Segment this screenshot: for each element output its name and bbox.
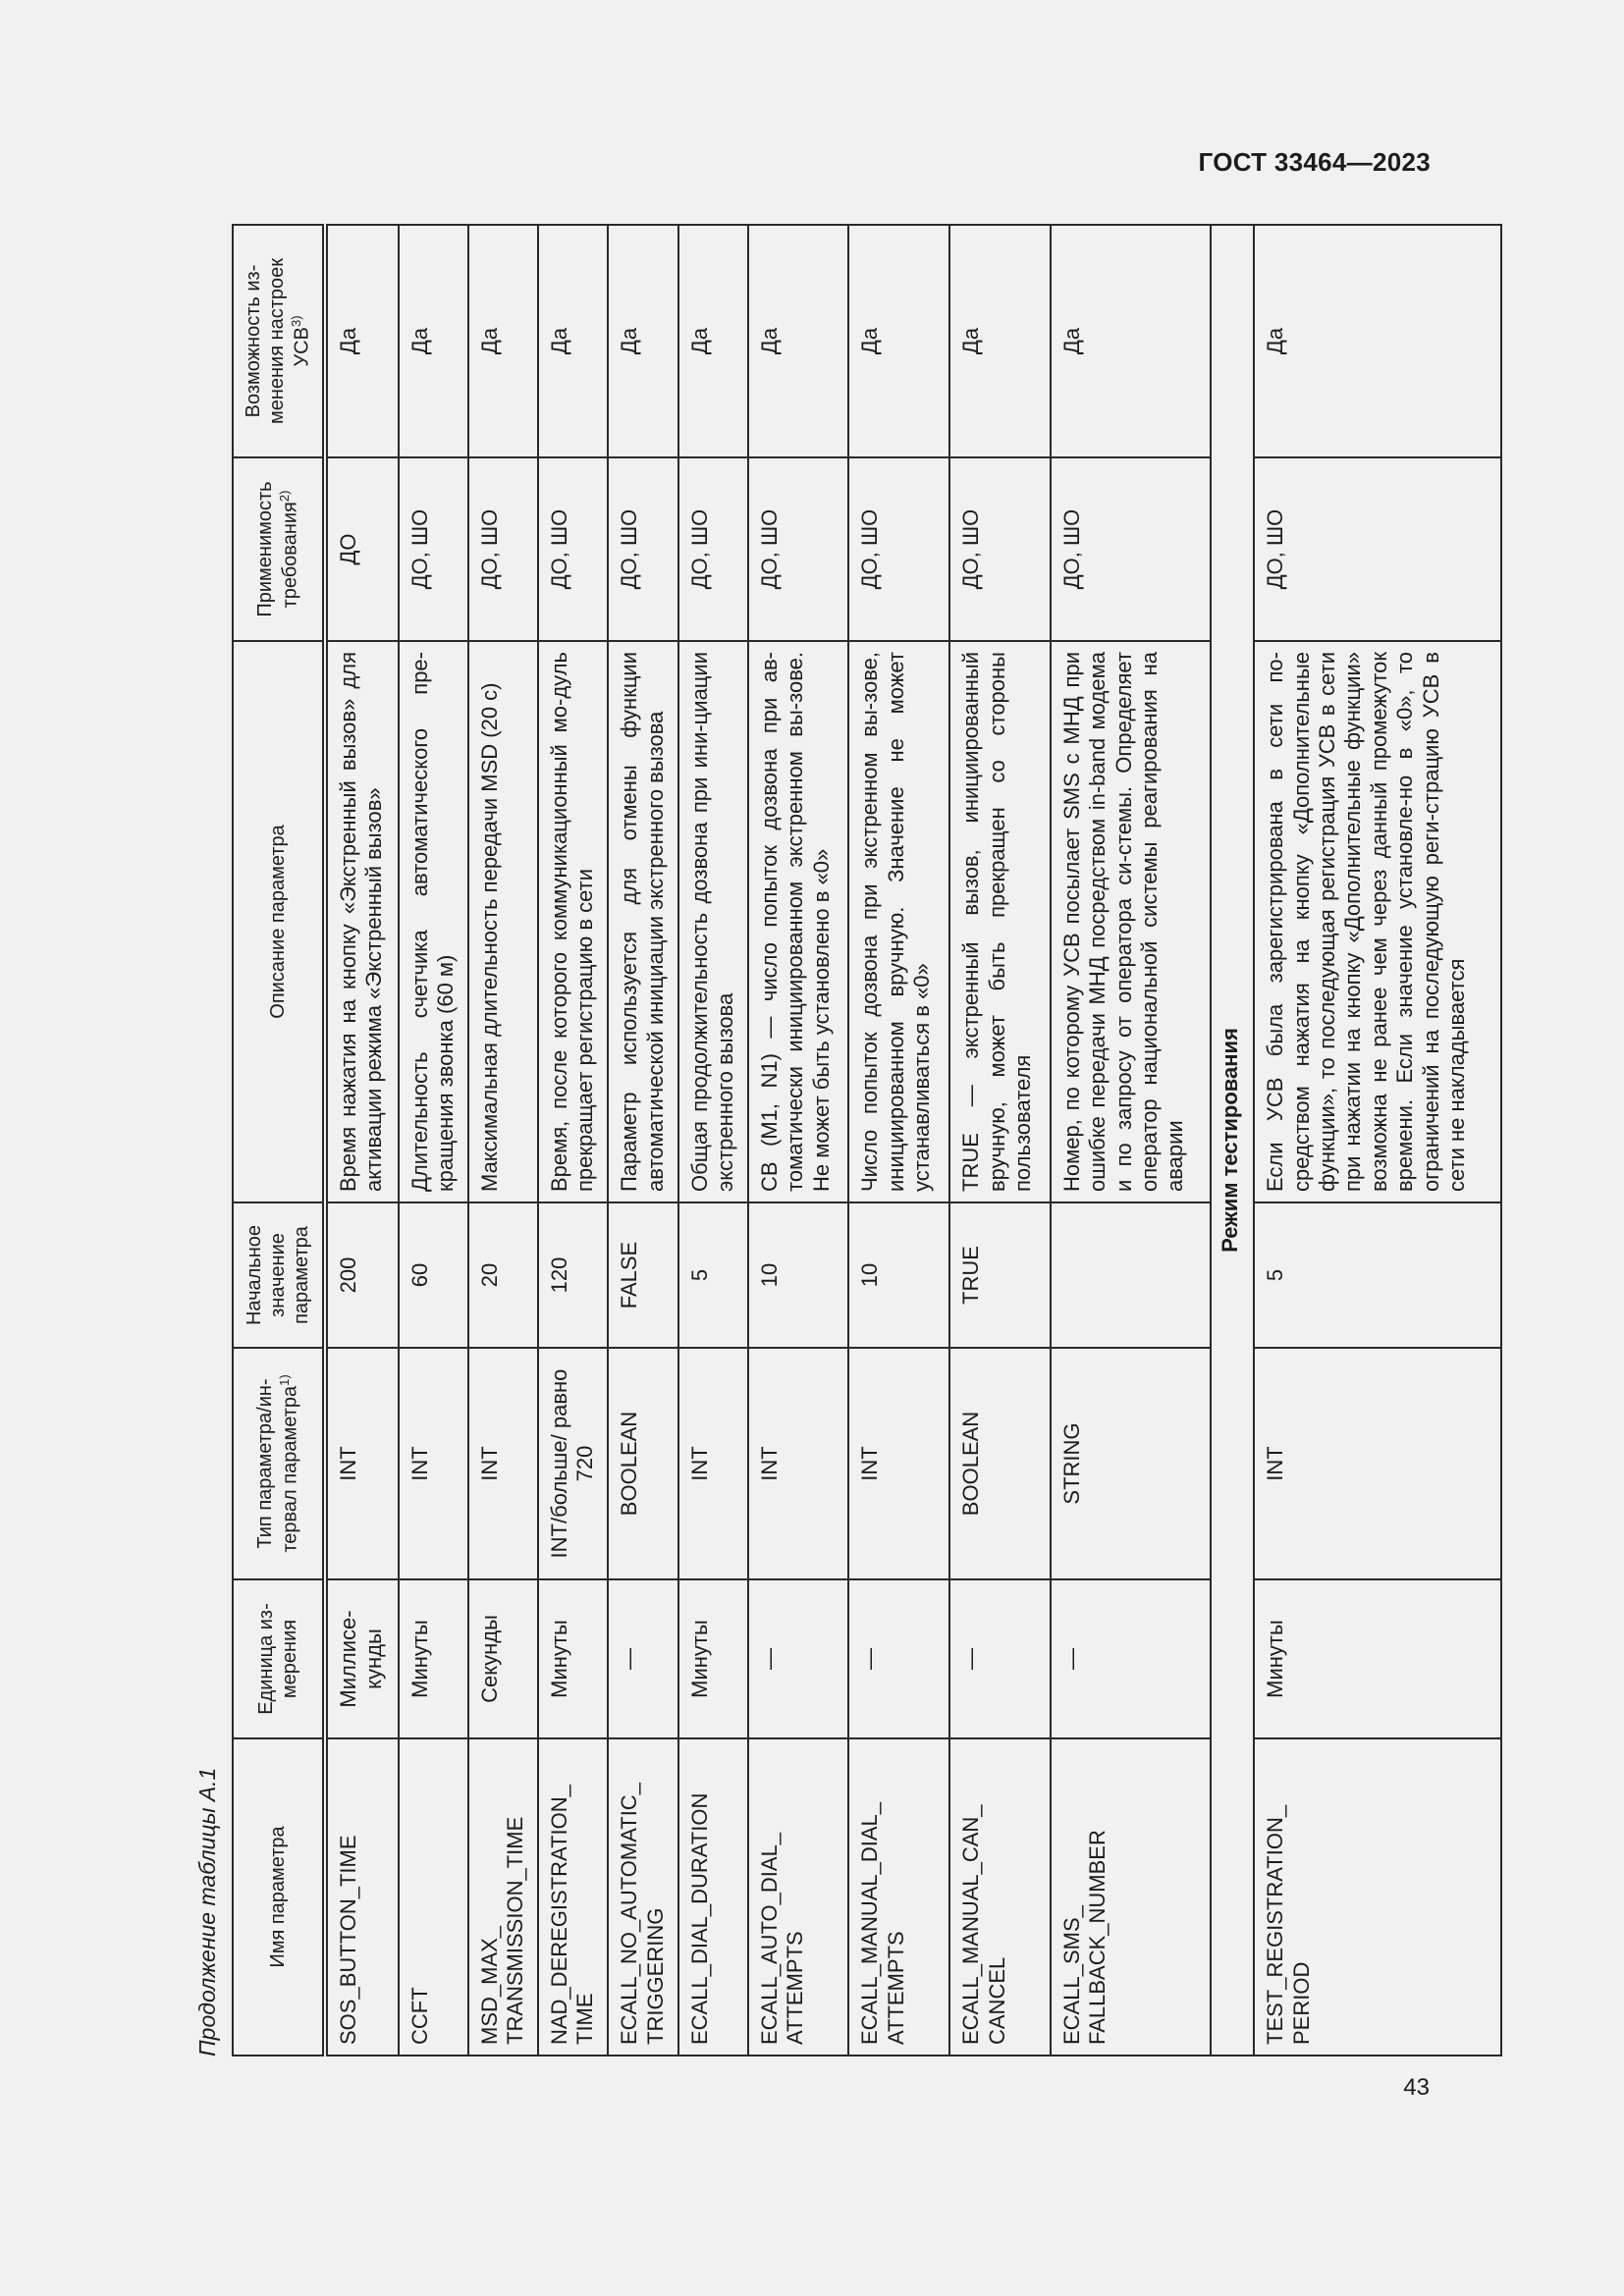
table-row bbox=[538, 225, 608, 2056]
table-row bbox=[608, 225, 677, 2056]
header-description: Описание параметра bbox=[233, 641, 325, 1202]
cell-unit: — bbox=[1051, 1579, 1211, 1738]
cell-modifiable: Да bbox=[848, 225, 949, 457]
cell-unit: Минуты bbox=[399, 1579, 468, 1738]
cell-name: NAD_DEREGISTRATION_ TIME bbox=[538, 1738, 608, 2056]
cell-unit: Минуты bbox=[1254, 1579, 1501, 1738]
cell-name: SOS_BUTTON_TIME bbox=[325, 1738, 399, 2056]
table-row bbox=[848, 225, 949, 2056]
cell-unit: — bbox=[848, 1579, 949, 1738]
cell-unit: — bbox=[949, 1579, 1051, 1738]
cell-modifiable: Да bbox=[399, 225, 468, 457]
cell-initial bbox=[1051, 1202, 1211, 1348]
cell-applicability: ДО, ШО bbox=[678, 457, 748, 641]
cell-name: ECALL_NO_AUTOMATIC_ TRIGGERING bbox=[608, 1738, 677, 2056]
cell-applicability: ДО, ШО bbox=[1254, 457, 1501, 641]
cell-description: Если УСВ была зарегистрирована в сети по-средством нажатия на кнопку «Дополнительные функции», то последующая регистрация УСВ в сети при нажатии на кнопку «Дополнительные функции» возможна не ранее чем через данный промежуток времени. Если значение установле-но в «0», то ограничений на последующую реги-страцию УСВ в сети не накладывается bbox=[1254, 641, 1501, 1202]
cell-name: ECALL_AUTO_DIAL_ ATTEMPTS bbox=[748, 1738, 849, 2056]
table-row bbox=[325, 225, 399, 2056]
section-row bbox=[1211, 225, 1254, 2056]
cell-modifiable: Да bbox=[538, 225, 608, 457]
cell-description: Длительность счетчика автоматического пре-кращения звонка (60 м) bbox=[399, 641, 468, 1202]
table-row bbox=[1051, 225, 1211, 2056]
header-name: Имя параметра bbox=[233, 1738, 325, 2056]
cell-modifiable: Да bbox=[748, 225, 849, 457]
cell-applicability: ДО, ШО bbox=[468, 457, 538, 641]
cell-type: BOOLEAN bbox=[949, 1348, 1051, 1579]
cell-unit: Миллисе-кунды bbox=[325, 1579, 399, 1738]
cell-name: ECALL_MANUAL_CAN_ CANCEL bbox=[949, 1738, 1051, 2056]
cell-name: MSD_MAX_ TRANSMISSION_TIME bbox=[468, 1738, 538, 2056]
cell-description: Параметр используется для отмены функции автоматической инициации экстренного вызова bbox=[608, 641, 677, 1202]
cell-modifiable: Да bbox=[468, 225, 538, 457]
cell-modifiable: Да bbox=[608, 225, 677, 457]
section-title: Режим тестирования bbox=[1211, 225, 1254, 2056]
cell-applicability: ДО, ШО bbox=[949, 457, 1051, 641]
cell-applicability: ДО, ШО bbox=[748, 457, 849, 641]
cell-description: Общая продолжительность дозвона при ини-циации экстренного вызова bbox=[678, 641, 748, 1202]
cell-unit: — bbox=[748, 1579, 849, 1738]
cell-initial: FALSE bbox=[608, 1202, 677, 1348]
cell-applicability: ДО bbox=[325, 457, 399, 641]
page-number: 43 bbox=[1403, 2074, 1430, 2101]
cell-initial: TRUE bbox=[949, 1202, 1051, 1348]
cell-type: INT bbox=[1254, 1348, 1501, 1579]
table-row bbox=[468, 225, 538, 2056]
cell-name: CCFT bbox=[399, 1738, 468, 2056]
table-row bbox=[1254, 225, 1501, 2056]
cell-applicability: ДО, ШО bbox=[1051, 457, 1211, 641]
table-body bbox=[325, 225, 1501, 2056]
cell-type: INT bbox=[468, 1348, 538, 1579]
cell-name: ECALL_DIAL_DURATION bbox=[678, 1738, 748, 2056]
cell-description: Число попыток дозвона при экстренном вы-зове, инициированном вручную. Значение не может устанавливаться в «0» bbox=[848, 641, 949, 1202]
table-row bbox=[748, 225, 849, 2056]
cell-description: Время нажатия на кнопку «Экстренный вызов» для активации режима «Экстренный вызов» bbox=[325, 641, 399, 1202]
cell-description: Максимальная длительность передачи MSD (20 с) bbox=[468, 641, 538, 1202]
table-row bbox=[949, 225, 1051, 2056]
cell-unit: Минуты bbox=[678, 1579, 748, 1738]
rotated-table-block bbox=[155, 226, 1469, 2056]
header-initial: Начальное значение параметра bbox=[233, 1202, 325, 1348]
cell-initial: 60 bbox=[399, 1202, 468, 1348]
cell-applicability: ДО, ШО bbox=[399, 457, 468, 641]
cell-initial: 200 bbox=[325, 1202, 399, 1348]
cell-name: ECALL_MANUAL_DIAL_ ATTEMPTS bbox=[848, 1738, 949, 2056]
cell-unit: Минуты bbox=[538, 1579, 608, 1738]
cell-applicability: ДО, ШО bbox=[848, 457, 949, 641]
cell-type: BOOLEAN bbox=[608, 1348, 677, 1579]
document-header: ГОСТ 33464—2023 bbox=[1198, 147, 1431, 177]
cell-type: INT bbox=[325, 1348, 399, 1579]
cell-type: INT bbox=[399, 1348, 468, 1579]
parameters-table bbox=[232, 224, 1502, 2056]
cell-type: INT/больше/ равно 720 bbox=[538, 1348, 608, 1579]
cell-modifiable: Да bbox=[1254, 225, 1501, 457]
cell-applicability: ДО, ШО bbox=[608, 457, 677, 641]
cell-name: TEST_REGISTRATION_ PERIOD bbox=[1254, 1738, 1501, 2056]
cell-type: STRING bbox=[1051, 1348, 1211, 1579]
cell-modifiable: Да bbox=[949, 225, 1051, 457]
cell-type: INT bbox=[748, 1348, 849, 1579]
header-modifiable: Возможность из-менения настроек УСВ$^{3)}$ bbox=[233, 225, 325, 457]
table-row bbox=[399, 225, 468, 2056]
table-header-row bbox=[233, 225, 325, 2056]
cell-description: Время, после которого коммуникационный мо-дуль прекращает регистрацию в сети bbox=[538, 641, 608, 1202]
cell-type: INT bbox=[678, 1348, 748, 1579]
cell-initial: 120 bbox=[538, 1202, 608, 1348]
cell-initial: 10 bbox=[848, 1202, 949, 1348]
header-applicability: Применимость требования$^{2)}$ bbox=[233, 457, 325, 641]
header-type: Тип параметра/ин-тервал параметра$^{1)}$ bbox=[233, 1348, 325, 1579]
cell-applicability: ДО, ШО bbox=[538, 457, 608, 641]
cell-name: ECALL_SMS_ FALLBACK_NUMBER bbox=[1051, 1738, 1211, 2056]
table-row bbox=[678, 225, 748, 2056]
cell-description: Номер, по которому УСВ посылает SMS с МНД при ошибке передачи МНД посредством in-band модема и по запросу от оператора си-стемы. Определяет оператор национальной системы реагирования на аварии bbox=[1051, 641, 1211, 1202]
cell-modifiable: Да bbox=[678, 225, 748, 457]
cell-initial: 10 bbox=[748, 1202, 849, 1348]
cell-modifiable: Да bbox=[1051, 225, 1211, 457]
cell-type: INT bbox=[848, 1348, 949, 1579]
cell-description: TRUE — экстренный вызов, инициированный вручную, может быть прекращен со стороны пользователя bbox=[949, 641, 1051, 1202]
cell-initial: 5 bbox=[678, 1202, 748, 1348]
cell-unit: Секунды bbox=[468, 1579, 538, 1738]
cell-description: СВ (M1, N1) — число попыток дозвона при ав-томатически инициированном экстренном вы-зове. Не может быть установлено в «0» bbox=[748, 641, 849, 1202]
header-unit: Единица из-мерения bbox=[233, 1579, 325, 1738]
cell-initial: 5 bbox=[1254, 1202, 1501, 1348]
table-caption: Продолжение таблицы А.1 bbox=[194, 1767, 220, 2056]
cell-initial: 20 bbox=[468, 1202, 538, 1348]
cell-modifiable: Да bbox=[325, 225, 399, 457]
cell-unit: — bbox=[608, 1579, 677, 1738]
